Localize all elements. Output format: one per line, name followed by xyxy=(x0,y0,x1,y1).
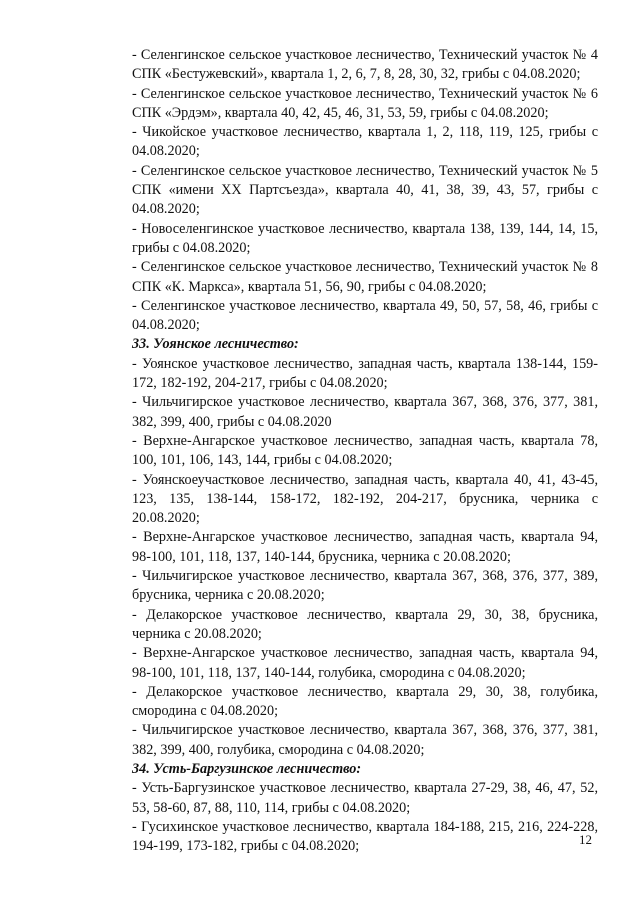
list-item: - Чильчигирское участковое лесничество, квартала 367, 368, 376, 377, 389, брусника, черника с 20.08.2020; xyxy=(132,568,598,604)
page-number: 12 xyxy=(579,832,592,847)
list-item: - Верхне-Ангарское участковое лесничество, западная часть, квартала 94, 98-100, 101, 118, 137, 140-144, голубика, смородина с 04.08.2020; xyxy=(132,645,598,681)
document-body xyxy=(132,46,598,856)
list-item: - Делакорское участковое лесничество, квартала 29, 30, 38, брусника, черника с 20.08.2020; xyxy=(132,606,598,642)
list-item: - Новоселенгинское участковое лесничество, квартала 138, 139, 144, 14, 15, грибы с 04.08.2020; xyxy=(132,220,598,256)
list-item: - Селенгинское сельское участковое лесничество, Технический участок № 8 СПК «К. Маркса», квартала 51, 56, 90, грибы с 04.08.2020; xyxy=(132,259,598,295)
list-item: - Чикойское участковое лесничество, квартала 1, 2, 118, 119, 125, грибы с 04.08.2020; xyxy=(132,124,598,160)
list-item: - Чильчигирское участковое лесничество, квартала 367, 368, 376, 377, 381, 382, 399, 400, грибы с 04.08.2020 xyxy=(132,394,598,430)
list-item: - Селенгинское участковое лесничество, квартала 49, 50, 57, 58, 46, грибы с 04.08.2020; xyxy=(132,297,598,334)
list-item: - Делакорское участковое лесничество, квартала 29, 30, 38, голубика, смородина с 04.08.2020; xyxy=(132,683,598,720)
list-item: - Гусихинское участковое лесничество, квартала 184-188, 215, 216, 224-228, 194-199, 173-182, грибы с 04.08.2020; xyxy=(132,818,598,855)
list-item: - Верхне-Ангарское участковое лесничество, западная часть, квартала 94, 98-100, 101, 118, 137, 140-144, брусника, черника с 20.08.2020; xyxy=(132,529,598,565)
section-heading: 33. Уоянское лесничество: xyxy=(132,336,299,353)
list-item: - Селенгинское сельское участковое лесничество, Технический участок № 5 СПК «имени XX Партсъезда», квартала 40, 41, 38, 39, 43, 57, грибы с 04.08.2020; xyxy=(132,162,598,218)
list-item: - Селенгинское сельское участковое лесничество, Технический участок № 4 СПК «Бестужевский», квартала 1, 2, 6, 7, 8, 28, 30, 32, грибы с 04.08.2020; xyxy=(132,47,598,83)
list-item: - Усть-Баргузинское участковое лесничество, квартала 27-29, 38, 46, 47, 52, 53, 58-60, 87, 88, 110, 114, грибы с 04.08.2020; xyxy=(132,780,598,816)
list-item: - Верхне-Ангарское участковое лесничество, западная часть, квартала 78, 100, 101, 106, 143, 144, грибы с 04.08.2020; xyxy=(132,432,598,469)
list-item: - Уоянское участковое лесничество, западная часть, квартала 138-144, 159-172, 182-192, 204-217, грибы с 04.08.2020; xyxy=(132,355,598,392)
list-item: - Уоянскоеучастковое лесничество, западная часть, квартала 40, 41, 43-45, 123, 135, 138-144, 158-172, 182-192, 204-217, брусника, черника с 20.08.2020; xyxy=(132,471,598,527)
list-item: - Селенгинское сельское участковое лесничество, Технический участок № 6 СПК «Эрдэм», квартала 40, 42, 45, 46, 31, 53, 59, грибы с 04.08.2020; xyxy=(132,85,598,121)
section-heading: 34. Усть-Баргузинское лесничество: xyxy=(132,760,362,777)
list-item: - Чильчигирское участковое лесничество, квартала 367, 368, 376, 377, 381, 382, 399, 400, голубика, смородина с 04.08.2020; xyxy=(132,722,598,758)
